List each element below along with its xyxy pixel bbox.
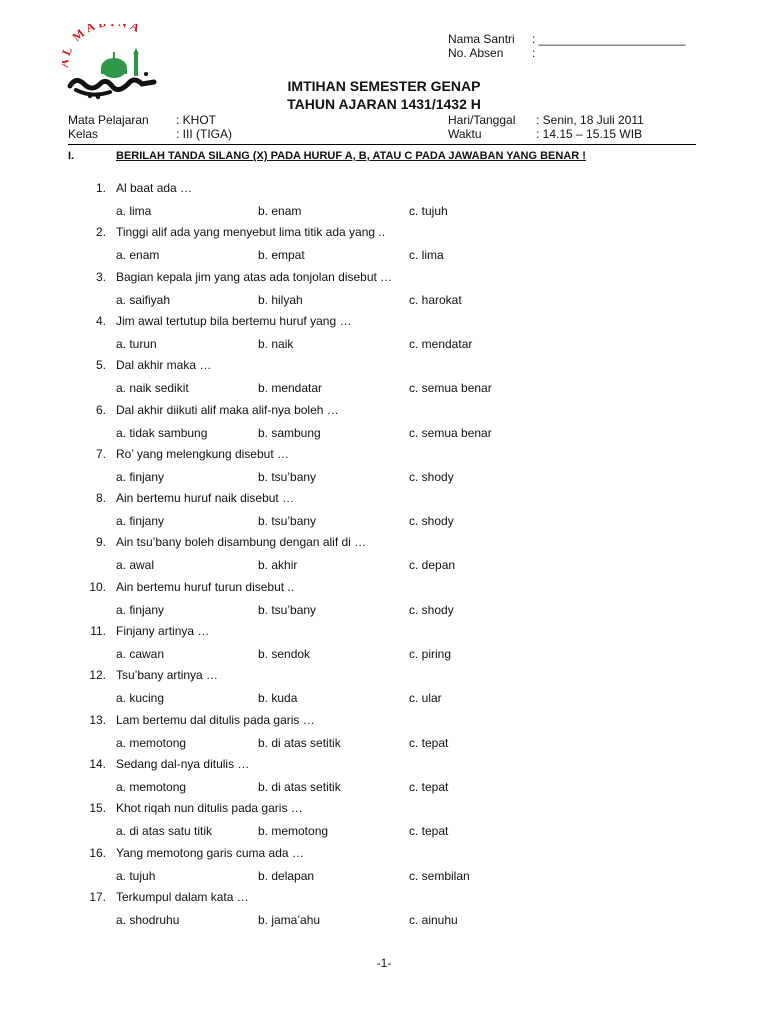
page-number: -1-: [376, 956, 392, 970]
answer-option-c[interactable]: c. shody: [409, 603, 454, 617]
class-value: : III (TIGA): [176, 127, 232, 141]
answer-option-a[interactable]: a. finjany: [116, 470, 165, 484]
absen-field: :: [532, 46, 536, 60]
question-number: 4.: [95, 314, 106, 328]
question-text: Yang memotong garis cuma ada …: [116, 846, 304, 860]
student-name-label: Nama Santri: [448, 32, 515, 46]
question-number: 11.: [90, 624, 106, 638]
question-text: Jim awal tertutup bila bertemu huruf yang …: [116, 314, 352, 328]
question-text: Ain tsu’bany boleh disambung dengan alif di …: [116, 535, 367, 549]
date-value: : Senin, 18 Juli 2011: [536, 113, 644, 127]
answer-option-b[interactable]: b. sendok: [258, 647, 311, 661]
answer-option-a[interactable]: a. kucing: [116, 691, 165, 705]
answer-option-b[interactable]: b. sambung: [258, 426, 321, 440]
answer-option-b[interactable]: b. naik: [258, 337, 294, 351]
answer-option-b[interactable]: b. memotong: [258, 824, 329, 838]
answer-option-b[interactable]: b. di atas setitik: [258, 736, 341, 750]
answer-option-a[interactable]: a. memotong: [116, 736, 187, 750]
answer-option-c[interactable]: c. semua benar: [409, 381, 492, 395]
answer-option-c[interactable]: c. sembilan: [409, 869, 470, 883]
question-number: 2.: [95, 225, 106, 239]
answer-option-b[interactable]: b. kuda: [258, 691, 298, 705]
question-number: 6.: [95, 403, 106, 417]
answer-option-c[interactable]: c. tepat: [409, 780, 449, 794]
answer-option-c[interactable]: c. harokat: [409, 293, 462, 307]
student-name-field: : ______________________: [532, 32, 686, 46]
question-number: 13.: [89, 713, 106, 727]
answer-option-a[interactable]: a. lima: [116, 204, 152, 218]
answer-option-b[interactable]: b. enam: [258, 204, 302, 218]
question-text: Bagian kepala jim yang atas ada tonjolan disebut …: [116, 270, 393, 284]
answer-option-c[interactable]: c. tepat: [409, 824, 449, 838]
answer-option-b[interactable]: b. di atas setitik: [258, 780, 341, 794]
time-value: : 14.15 – 15.15 WIB: [536, 127, 643, 141]
question-number: 15.: [89, 801, 106, 815]
answer-option-a[interactable]: a. naik sedikit: [116, 381, 189, 395]
answer-option-b[interactable]: b. empat: [258, 248, 305, 262]
answer-option-c[interactable]: c. mendatar: [409, 337, 473, 351]
question-text: Terkumpul dalam kata …: [116, 890, 249, 904]
question-number: 14.: [89, 757, 106, 771]
answer-option-b[interactable]: b. hilyah: [258, 293, 303, 307]
answer-option-a[interactable]: a. tujuh: [116, 869, 156, 883]
question-text: Sedang dal-nya ditulis …: [116, 757, 250, 771]
question-text: Tinggi alif ada yang menyebut lima titik ada yang ..: [116, 225, 386, 239]
answer-option-b[interactable]: b. akhir: [258, 558, 298, 572]
question-text: Lam bertemu dal ditulis pada garis …: [116, 713, 315, 727]
answer-option-c[interactable]: c. piring: [409, 647, 452, 661]
answer-option-b[interactable]: b. tsu’bany: [258, 470, 317, 484]
question-text: Ain bertemu huruf naik disebut …: [116, 491, 295, 505]
answer-option-c[interactable]: c. shody: [409, 470, 454, 484]
logo-arc-text: MA A: [69, 24, 145, 44]
answer-option-b[interactable]: b. mendatar: [258, 381, 323, 395]
answer-option-b[interactable]: b. tsu’bany: [258, 603, 317, 617]
question-number: 5.: [95, 358, 106, 372]
question-text: Finjany artinya …: [116, 624, 210, 638]
question-text: Khot riqah nun ditulis pada garis …: [116, 801, 303, 815]
svg-text:AL MADINA: [62, 24, 145, 68]
question-text: Ain bertemu huruf turun disebut ..: [116, 580, 295, 594]
answer-option-c[interactable]: c. lima: [409, 248, 444, 262]
answer-option-c[interactable]: c. depan: [409, 558, 456, 572]
answer-option-b[interactable]: b. delapan: [258, 869, 315, 883]
answer-option-a[interactable]: a. enam: [116, 248, 160, 262]
answer-option-b[interactable]: b. jama’ahu: [258, 913, 321, 927]
answer-option-a[interactable]: a. finjany: [116, 514, 165, 528]
section-number: I.: [68, 150, 75, 162]
answer-option-c[interactable]: c. ular: [409, 691, 442, 705]
question-text: Tsu’bany artinya …: [116, 668, 219, 682]
answer-option-a[interactable]: a. shodruhu: [116, 913, 180, 927]
answer-option-a[interactable]: a. turun: [116, 337, 157, 351]
header-divider: [68, 144, 696, 145]
answer-option-c[interactable]: c. tujuh: [409, 204, 448, 218]
question-number: 10.: [89, 580, 106, 594]
answer-option-c[interactable]: c. tepat: [409, 736, 449, 750]
question-text: Dal akhir diikuti alif maka alif-nya boleh …: [116, 403, 339, 417]
question-number: 8.: [95, 491, 106, 505]
question-text: Ro’ yang melengkung disebut …: [116, 447, 289, 461]
question-number: 16.: [89, 846, 106, 860]
question-number: 7.: [95, 447, 106, 461]
question-text: Al baat ada …: [116, 181, 193, 195]
answer-option-c[interactable]: c. shody: [409, 514, 454, 528]
answer-option-c[interactable]: c. ainuhu: [409, 913, 458, 927]
question-number: 9.: [95, 535, 106, 549]
time-label: Waktu: [448, 127, 482, 141]
academic-year-title: TAHUN AJARAN 1431/1432 H: [287, 96, 481, 112]
answer-option-a[interactable]: a. di atas satu titik: [116, 824, 213, 838]
date-label: Hari/Tanggal: [448, 113, 516, 127]
exam-title: IMTIHAN SEMESTER GENAP: [287, 78, 481, 94]
section-instruction: BERILAH TANDA SILANG (X) PADA HURUF A, B, ATAU C PADA JAWABAN YANG BENAR !: [116, 150, 586, 162]
answer-option-a[interactable]: a. tidak sambung: [116, 426, 208, 440]
absen-label: No. Absen: [448, 46, 504, 60]
subject-label: Mata Pelajaran: [68, 113, 149, 127]
answer-option-a[interactable]: a. cawan: [116, 647, 165, 661]
question-text: Dal akhir maka …: [116, 358, 212, 372]
question-number: 3.: [95, 270, 106, 284]
question-number: 12.: [89, 668, 106, 682]
question-number: 17.: [89, 890, 106, 904]
class-label: Kelas: [68, 127, 99, 141]
answer-option-a[interactable]: a. finjany: [116, 603, 165, 617]
subject-value: : KHOT: [176, 113, 217, 127]
answer-option-c[interactable]: c. semua benar: [409, 426, 492, 440]
answer-option-a[interactable]: a. saifiyah: [116, 293, 171, 307]
answer-option-b[interactable]: b. tsu’bany: [258, 514, 317, 528]
answer-option-a[interactable]: a. memotong: [116, 780, 187, 794]
question-number: 1.: [95, 181, 106, 195]
answer-option-a[interactable]: a. awal: [116, 558, 155, 572]
